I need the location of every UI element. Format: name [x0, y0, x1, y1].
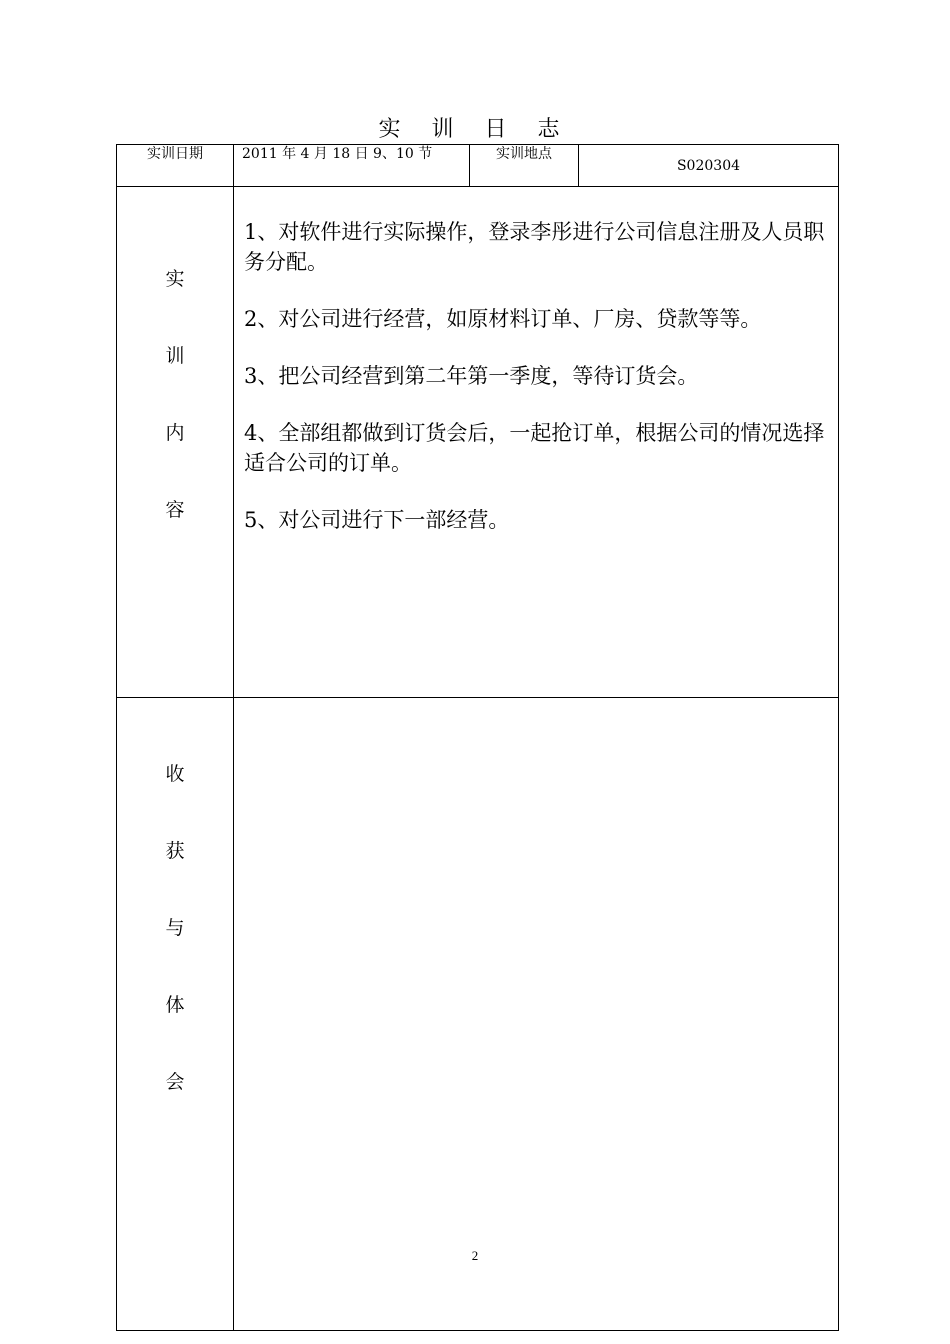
content-item: 5、对公司进行下一部经营。	[244, 508, 510, 532]
reflection-label-char: 收	[165, 763, 185, 785]
location-value: S020304	[676, 157, 741, 174]
document-title: 实 训 日 志	[378, 117, 572, 142]
reflection-label-cell	[117, 698, 234, 1331]
reflection-text-cell	[234, 698, 839, 1331]
location-value-cell	[579, 145, 839, 187]
page-number: 2	[471, 1248, 479, 1263]
content-label-char: 实	[165, 268, 185, 290]
reflection-row	[117, 698, 839, 1331]
date-label-cell	[117, 145, 234, 187]
date-label: 实训日期	[147, 146, 203, 162]
content-label-char: 训	[165, 345, 185, 367]
content-item: 1、对软件进行实际操作，登录李彤进行公司信息注册及人员职务分配。	[244, 220, 825, 274]
reflection-label-char: 与	[165, 917, 185, 939]
content-label-cell	[117, 187, 234, 698]
content-text-cell	[234, 187, 839, 698]
location-label-cell	[470, 145, 579, 187]
content-label-char: 容	[165, 499, 185, 521]
content-label-char: 内	[165, 422, 185, 444]
header-row	[117, 145, 839, 187]
content-item: 3、把公司经营到第二年第一季度，等待订货会。	[244, 364, 699, 388]
date-value-cell	[234, 145, 470, 187]
content-item: 2、对公司进行经营，如原材料订单、厂房、贷款等等。	[244, 307, 762, 331]
date-value: 2011 年 4 月 18 日 9、10 节	[242, 146, 433, 162]
reflection-label-char: 会	[165, 1071, 185, 1093]
location-label: 实训地点	[496, 146, 552, 162]
reflection-label-char: 获	[165, 840, 185, 862]
content-row	[117, 187, 839, 698]
reflection-label-char: 体	[165, 994, 185, 1016]
content-item: 4、全部组都做到订货会后，一起抢订单，根据公司的情况选择适合公司的订单。	[244, 421, 825, 475]
training-log-table	[116, 144, 839, 1331]
